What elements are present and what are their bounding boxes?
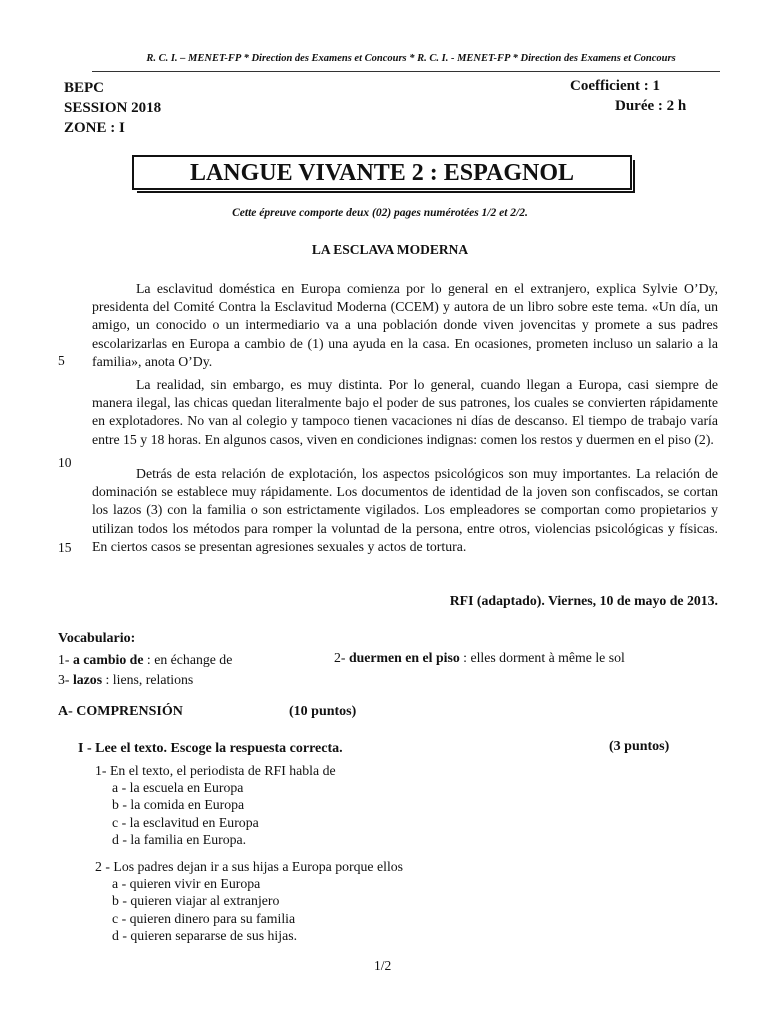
vocabulary-item [58,672,193,688]
header-banner: R. C. I. – MENET-FP * Direction des Examens et Concours * R. C. I. - MENET-FP * Direction des Examens et Concours [146,53,676,64]
answer-option: d - quieren separarse de sus hijas. [112,927,298,943]
vocabulary-item [58,652,232,668]
paragraph-1-text: La esclavitud doméstica en Europa comienza por lo general en el extranjero, explica Sylvie O’Dy, presidenta del Comité Contra la Esclavitud Moderna (CCEM) y autora de un libro sobre este tema. «Un día, un amigo, un conocido o un intermediario va a una población donde viven jovencitas y promete a sus padres escolarizarlas en Europa a cambio de (1) una ayuda en la casa. En ocasiones, prometen incluso un salario a la familia», anota O’Dy. [92,281,718,369]
header-rule [92,71,720,72]
question-2 [95,858,403,944]
answer-option: a - la escuela en Europa [112,780,244,796]
vocab-definition: : en échange de [143,652,233,667]
answer-option: b - la comida en Europa [112,797,245,813]
section-a-title: A- COMPRENSIÓN [58,704,183,719]
exam-name: BEPC [64,80,105,96]
section-a-points: (10 puntos) [289,704,357,719]
text-title: LA ESCLAVA MODERNA [311,242,469,257]
duration: Durée : 2 h [615,98,687,114]
vocab-definition: : elles dorment à même le sol [459,650,625,665]
page-count-note: Cette épreuve comporte deux (02) pages numérotées 1/2 et 2/2. [232,207,528,219]
coefficient: Coefficient : 1 [570,78,660,94]
paragraph-3-text: Detrás de esta relación de explotación, los aspectos psicológicos son muy importantes. La relación de dominación se establece muy rápidamente. Los documentos de identidad de la joven son confiscados, se cortan los lazos (3) con la familia o son estrictamente vigilados. Los empleadores se comportan como propietarios y utilizan todos los métodos para romper la voluntad de la persona, entre otros, violencias psicológicas y físicas. En ciertos casos se presentan agresiones sexuales y actos de tortura. [92,466,718,554]
exam-title: LANGUE VIVANTE 2 : ESPAGNOL [132,155,632,190]
paragraph-3 [92,465,718,556]
question-stem: 2 - Los padres dejan ir a sus hijas a Europa porque ellos [95,859,404,874]
page-number: 1/2 [374,958,392,973]
vocab-term: duermen en el piso [348,650,460,665]
answer-option: c - quieren dinero para su familia [112,910,296,926]
vocabulary-item [334,650,625,666]
answer-option: d - la familia en Europa. [112,831,247,847]
vocab-definition: : liens, relations [102,672,194,687]
answer-option: a - quieren vivir en Europa [112,876,261,892]
exam-zone: ZONE : I [64,120,125,136]
paragraph-1 [92,280,718,371]
line-number: 15 [58,540,72,555]
question-1 [95,762,336,848]
line-number: 5 [58,353,65,368]
answer-option: c - la esclavitud en Europa [112,814,259,830]
vocabulary-title: Vocabulario: [58,631,136,646]
vocab-number: 2- [334,650,346,665]
exam-session: SESSION 2018 [64,100,162,116]
part-1-points: (3 puntos) [609,739,670,754]
vocab-number: 1- [58,652,70,667]
vocab-term: lazos [72,672,103,687]
paragraph-2-text: La realidad, sin embargo, es muy distinta. Por lo general, cuando llegan a Europa, casi siempre de manera ilegal, las chicas quedan literalmente bajo el poder de sus patrones, los cuales se convierten rápidamente en explotadores. No van al colegio y tampoco tienen vacaciones ni días de descanso. El tiempo de trabajo varía entre 15 y 18 horas. En algunos casos, viven en condiciones indignas: comen los restos y duermen en el piso (2). [92,377,718,447]
answer-option: b - quieren viajar al extranjero [112,893,280,909]
paragraph-2 [92,376,718,449]
vocab-number: 3- [58,672,70,687]
part-1-title: I - Lee el texto. Escoge la respuesta correcta. [78,741,343,756]
vocab-term: a cambio de [72,652,144,667]
source-citation: RFI (adaptado). Viernes, 10 de mayo de 2013. [449,593,718,608]
question-stem: 1- En el texto, el periodista de RFI habla de [95,763,336,778]
line-number: 10 [58,455,72,470]
